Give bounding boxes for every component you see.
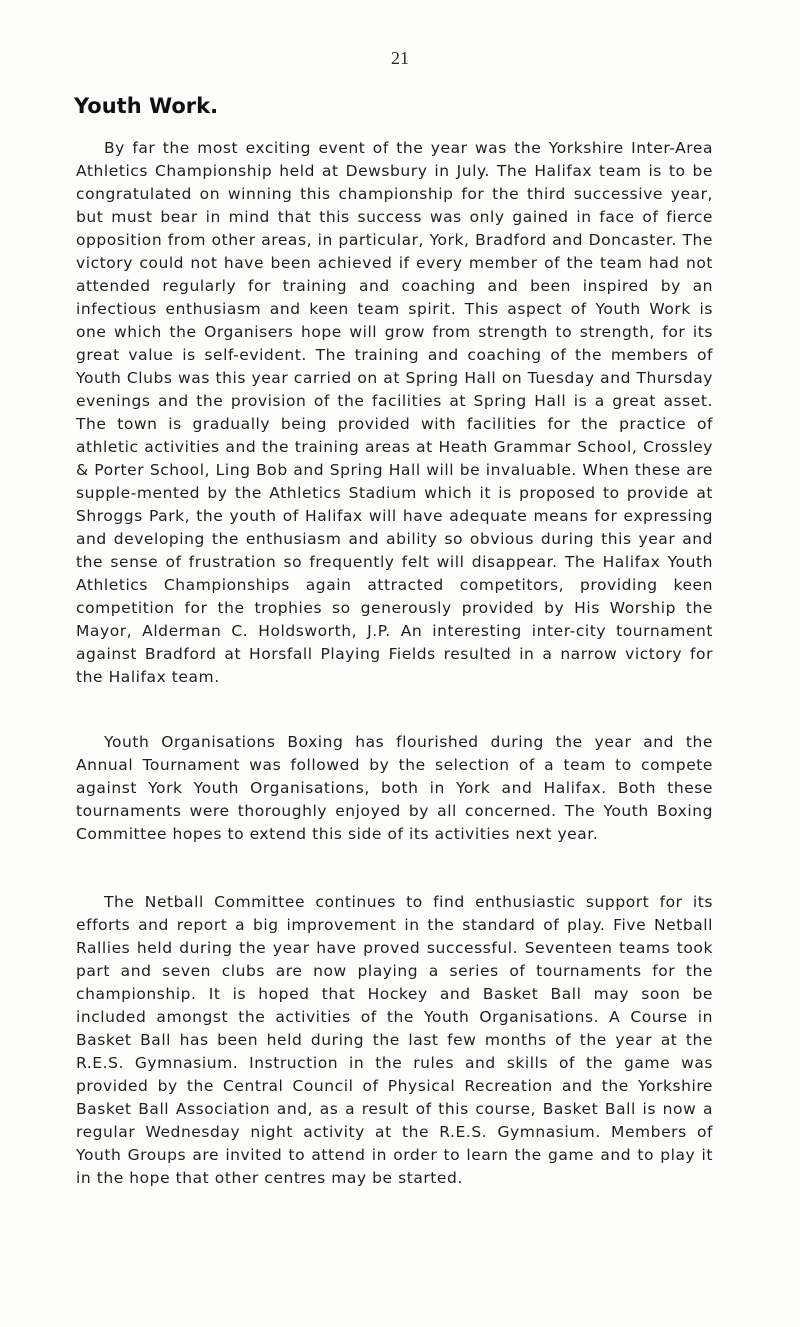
paragraph-netball: The Netball Committee continues to find enthusiastic support for its efforts and report a big improvement in the standard of play. Five Netball Rallies held during the year have proved successful. Seventeen teams took part and seven clubs are now playing a series of tournaments for the championship. It is hoped that Hockey and Basket Ball may soon be included amongst the activities of the Youth Organisations. A Course in Basket Ball has been held during the last few months of the year at the R.E.S. Gymnasium. Instruction in the rules and skills of the game was provided by the Central Council of Physical Recreation and the Yorkshire Basket Ball Association and, as a result of this course, Basket Ball is now a regular Wednesday night activity at the R.E.S. Gymnasium. Members of Youth Groups are invited to attend in order to learn the game and to play it in the hope that other centres may be started.	[76, 893, 713, 1187]
page-number: 21	[391, 48, 409, 68]
paragraph-boxing: Youth Organisations Boxing has flourished during the year and the Annual Tournament was followed by the selection of a team to compete against York Youth Organisations, both in York and Halifax. Both these tournaments were thoroughly enjoyed by all concerned. The Youth Boxing Committee hopes to extend this side of its activities next year.	[76, 733, 713, 843]
section-heading: Youth Work.	[74, 94, 219, 118]
paragraph-athletics: By far the most exciting event of the year was the Yorkshire Inter-Area Athletics Championship held at Dewsbury in July. The Halifax team is to be congratulated on winning this championship for the third successive year, but must bear in mind that this success was only gained in face of fierce opposition from other areas, in particular, York, Bradford and Doncaster. The victory could not have been achieved if every member of the team had not attended regularly for training and coaching and been inspired by an infectious enthusiasm and keen team spirit. This aspect of Youth Work is one which the Organisers hope will grow from strength to strength, for its great value is self-evident. The training and coaching of the members of Youth Clubs was this year carried on at Spring Hall on Tuesday and Thursday evenings and the provision of the facilities at Spring Hall is a great asset. The town is gradually being provided with facilities for the practice of athletic activities and the training areas at Heath Grammar School, Crossley & Porter School, Ling Bob and Spring Hall will be invaluable. When these are supple-mented by the Athletics Stadium which it is proposed to provide at Shroggs Park, the youth of Halifax will have adequate means for expressing and developing the enthusiasm and ability so obvious during this year and the sense of frustration so frequently felt will disappear. The Halifax Youth Athletics Championships again attracted competitors, providing keen competition for the trophies so generously provided by His Worship the Mayor, Alderman C. Holdsworth, J.P. An interesting inter-city tournament against Bradford at Horsfall Playing Fields resulted in a narrow victory for the Halifax team.	[76, 139, 713, 686]
